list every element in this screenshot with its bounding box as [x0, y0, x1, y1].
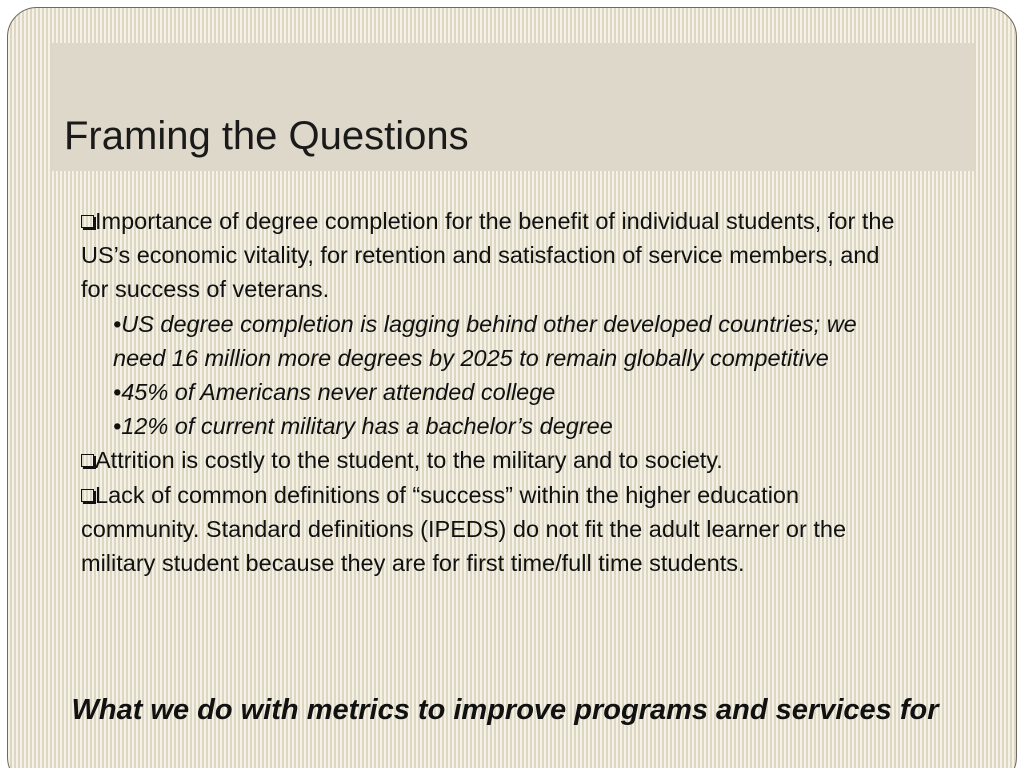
- bullet-text: Importance of degree completion for the benefit of individual students, for the US’s economic vitality, for retention and satisfaction of service members, and for success of veterans.: [81, 208, 895, 303]
- bullet-text: Lack of common definitions of “success” within the higher education community. Standard definitions (IPEDS) do not fit the adult learner or the military student because they are for first time/full time students.: [81, 481, 847, 577]
- bullet-item-definitions: [81, 478, 911, 581]
- checkbox-outline-icon: [81, 489, 94, 502]
- bullet-dot: •: [113, 379, 122, 406]
- checkbox-outline-icon: [81, 215, 94, 228]
- sub-bullet-degree-lagging: [81, 307, 911, 375]
- checkbox-outline-icon: [81, 454, 94, 467]
- bullet-item-attrition: [81, 443, 911, 477]
- bullet-dot: •: [113, 310, 122, 337]
- sub-bullet-military-bachelors: [81, 409, 911, 443]
- bullet-item-degree-importance: [81, 204, 911, 307]
- slide-title: Framing the Questions: [64, 114, 469, 158]
- closing-statement: What we do with metrics to improve programs and services for: [71, 694, 939, 726]
- bullet-dot: •: [113, 413, 122, 440]
- sub-bullet-text: 12% of current military has a bachelor’s degree: [121, 413, 613, 440]
- sub-bullet-never-attended: [81, 375, 911, 409]
- title-band: [52, 43, 974, 171]
- bullet-text: Attrition is costly to the student, to the military and to society.: [95, 447, 723, 474]
- sub-bullet-text: 45% of Americans never attended college: [121, 379, 556, 406]
- slide-body: [81, 204, 911, 580]
- sub-bullet-text: US degree completion is lagging behind other developed countries; we need 16 million more degrees by 2025 to remain globally competitive: [113, 310, 857, 371]
